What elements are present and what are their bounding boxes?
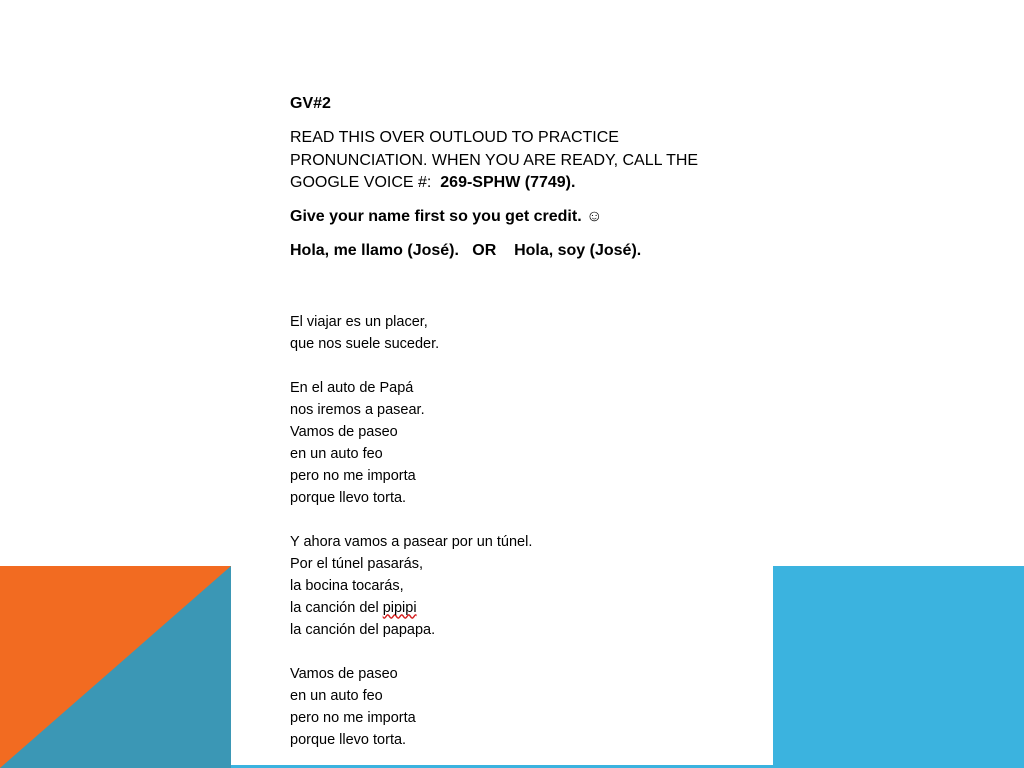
smiley-icon: ☺ bbox=[586, 207, 603, 225]
poem-line: en un auto feo bbox=[290, 687, 383, 704]
greeting-option-2: Hola, soy (José). bbox=[514, 241, 642, 259]
poem-line: Por el túnel pasarás, bbox=[290, 555, 423, 572]
name-note-text: Give your name first so you get credit. bbox=[290, 207, 582, 225]
poem-stanza-3 bbox=[290, 531, 770, 641]
document-text bbox=[290, 94, 770, 751]
poem-line: nos iremos a pasear. bbox=[290, 401, 425, 418]
poem-line: Vamos de paseo bbox=[290, 665, 398, 682]
poem-line: en un auto feo bbox=[290, 445, 383, 462]
poem-stanza-1 bbox=[290, 311, 770, 355]
instructions-line-1: READ THIS OVER OUTLOUD TO PRACTICE bbox=[290, 129, 619, 146]
instructions-line-3 bbox=[290, 172, 770, 195]
poem-line bbox=[290, 597, 770, 619]
greeting-option-1: Hola, me llamo (José). bbox=[290, 241, 459, 259]
blue-corner-shape bbox=[773, 566, 1024, 768]
misspelled-word: pipipi bbox=[382, 599, 417, 616]
poem-stanza-4 bbox=[290, 663, 770, 751]
poem-line: El viajar es un placer, bbox=[290, 313, 428, 330]
poem-line-prefix: la canción del bbox=[290, 599, 379, 616]
document-image bbox=[231, 78, 773, 765]
google-voice-label: GOOGLE VOICE #: bbox=[290, 174, 432, 191]
phone-number: 269-SPHW (7749). bbox=[440, 174, 576, 191]
document-heading: GV#2 bbox=[290, 95, 331, 112]
name-note bbox=[290, 207, 770, 227]
poem-line: porque llevo torta. bbox=[290, 731, 407, 748]
instructions bbox=[290, 127, 770, 195]
poem-stanza-2 bbox=[290, 377, 770, 509]
poem-line: Vamos de paseo bbox=[290, 423, 398, 440]
poem-line: la bocina tocarás, bbox=[290, 577, 404, 594]
poem-line: la canción del papapa. bbox=[290, 621, 436, 638]
poem-line: que nos suele suceder. bbox=[290, 335, 440, 352]
instructions-line-2: PRONUNCIATION. WHEN YOU ARE READY, CALL THE bbox=[290, 151, 699, 169]
greeting-or: OR bbox=[472, 241, 497, 259]
poem-line: pero no me importa bbox=[290, 709, 416, 726]
poem-line: Y ahora vamos a pasear por un túnel. bbox=[290, 533, 533, 550]
greeting-line bbox=[290, 241, 770, 261]
poem-line: En el auto de Papá bbox=[290, 379, 414, 396]
poem-line: porque llevo torta. bbox=[290, 489, 407, 506]
poem-line: pero no me importa bbox=[290, 467, 416, 484]
